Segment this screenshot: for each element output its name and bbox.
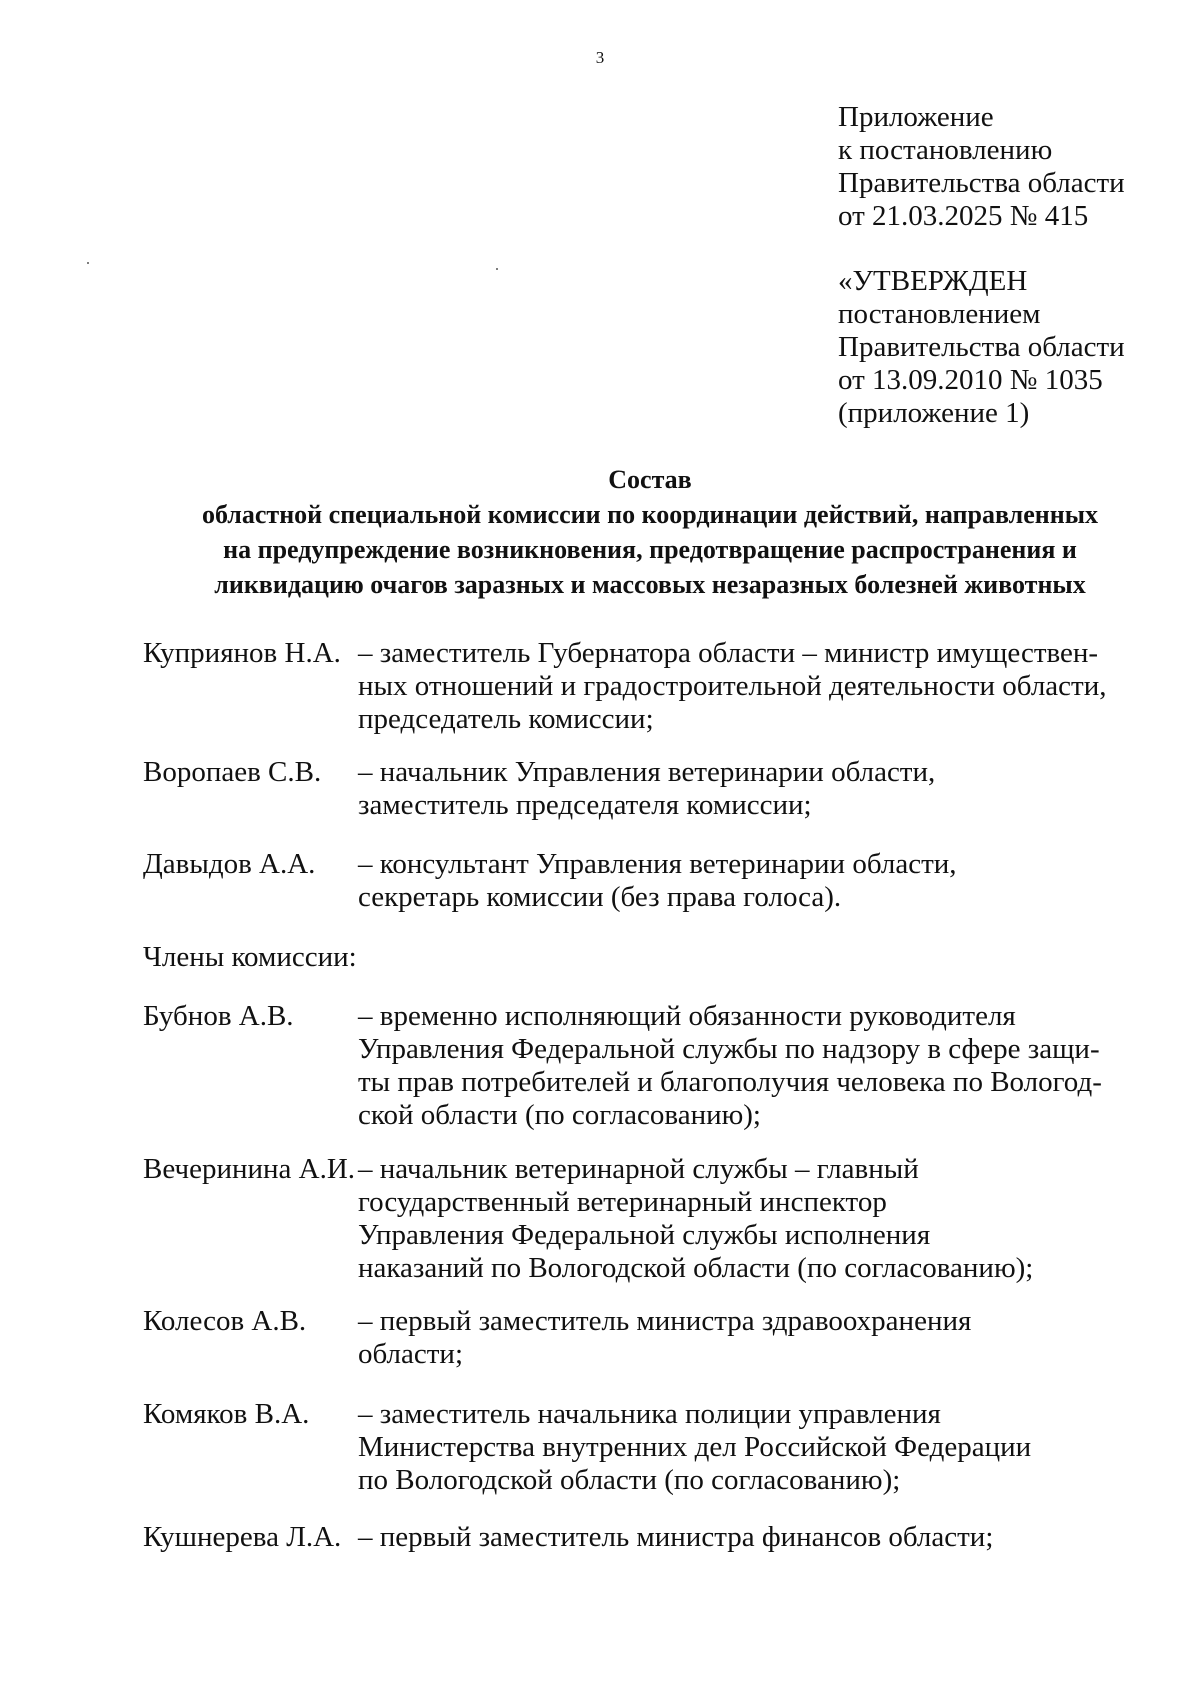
appendix-line: от 21.03.2025 № 415	[838, 200, 1089, 232]
role-line: – начальник Управления ветеринарии области,	[358, 756, 936, 788]
page-number: 3	[595, 48, 605, 67]
appendix-line: Приложение	[838, 101, 994, 133]
member-name: Воропаев С.В.	[143, 756, 322, 788]
role-line: – заместитель начальника полиции управления	[358, 1398, 941, 1430]
appendix-line: Правительства области	[838, 167, 1125, 199]
member-role	[358, 1153, 1148, 1285]
member-role	[358, 1305, 1148, 1371]
role-line: Министерства внутренних дел Российской Федерации	[358, 1431, 1032, 1463]
role-line: – временно исполняющий обязанности руководителя	[358, 1000, 1016, 1032]
member-role	[358, 637, 1148, 736]
member-name: Колесов А.В.	[143, 1305, 307, 1337]
member-role	[358, 1000, 1148, 1132]
member-role	[358, 848, 1148, 914]
member-role	[358, 1521, 1148, 1554]
member-name: Бубнов А.В.	[143, 1000, 294, 1032]
title-line: Состав	[608, 465, 692, 494]
member-role	[358, 756, 1148, 822]
role-line: заместитель председателя комиссии;	[358, 789, 812, 821]
approved-block	[838, 265, 1178, 430]
role-line: – первый заместитель министра здравоохранения	[358, 1305, 972, 1337]
scan-speck	[496, 268, 498, 270]
approved-line: постановлением	[838, 298, 1041, 330]
role-line: секретарь комиссии (без права голоса).	[358, 881, 842, 913]
member-role	[358, 1398, 1148, 1497]
role-line: Управления Федеральной службы по надзору в сфере защи-	[358, 1033, 1100, 1065]
role-line: государственный ветеринарный инспектор	[358, 1186, 887, 1218]
title-line: ликвидацию очагов заразных и массовых незаразных болезней животных	[214, 570, 1086, 599]
role-line: наказаний по Вологодской области (по согласованию);	[358, 1252, 1034, 1284]
role-line: Управления Федеральной службы исполнения	[358, 1219, 931, 1251]
title-line: на предупреждение возникновения, предотвращение распространения и	[223, 535, 1077, 564]
role-line: области;	[358, 1338, 463, 1370]
role-line: – заместитель Губернатора области – министр имуществен-	[358, 637, 1099, 669]
member-name: Комяков В.А.	[143, 1398, 310, 1430]
role-line: – консультант Управления ветеринарии области,	[358, 848, 957, 880]
member-name: Давыдов А.А.	[143, 848, 316, 880]
approved-line: «УТВЕРЖДЕН	[838, 265, 1028, 297]
appendix-line: к постановлению	[838, 134, 1053, 166]
role-line: ных отношений и градостроительной деятельности области,	[358, 670, 1107, 702]
members-label: Члены комиссии:	[143, 941, 357, 973]
role-line: – начальник ветеринарной службы – главный	[358, 1153, 919, 1185]
member-name: Кушнерева Л.А.	[143, 1521, 342, 1553]
member-name: Вечеринина А.И.	[143, 1153, 356, 1185]
appendix-block	[838, 101, 1178, 233]
role-line: – первый заместитель министра финансов области;	[358, 1521, 994, 1553]
role-line: по Вологодской области (по согласованию);	[358, 1464, 901, 1496]
role-line: ской области (по согласованию);	[358, 1099, 761, 1131]
role-line: председатель комиссии;	[358, 703, 654, 735]
member-name: Куприянов Н.А.	[143, 637, 341, 669]
approved-line: от 13.09.2010 № 1035	[838, 364, 1103, 396]
approved-line: Правительства области	[838, 331, 1125, 363]
approved-line: (приложение 1)	[838, 397, 1030, 429]
title-line: областной специальной комиссии по координации действий, направленных	[201, 500, 1099, 529]
role-line: ты прав потребителей и благополучия человека по Вологод-	[358, 1066, 1102, 1098]
document-title	[100, 462, 1200, 602]
scan-speck	[87, 262, 89, 264]
